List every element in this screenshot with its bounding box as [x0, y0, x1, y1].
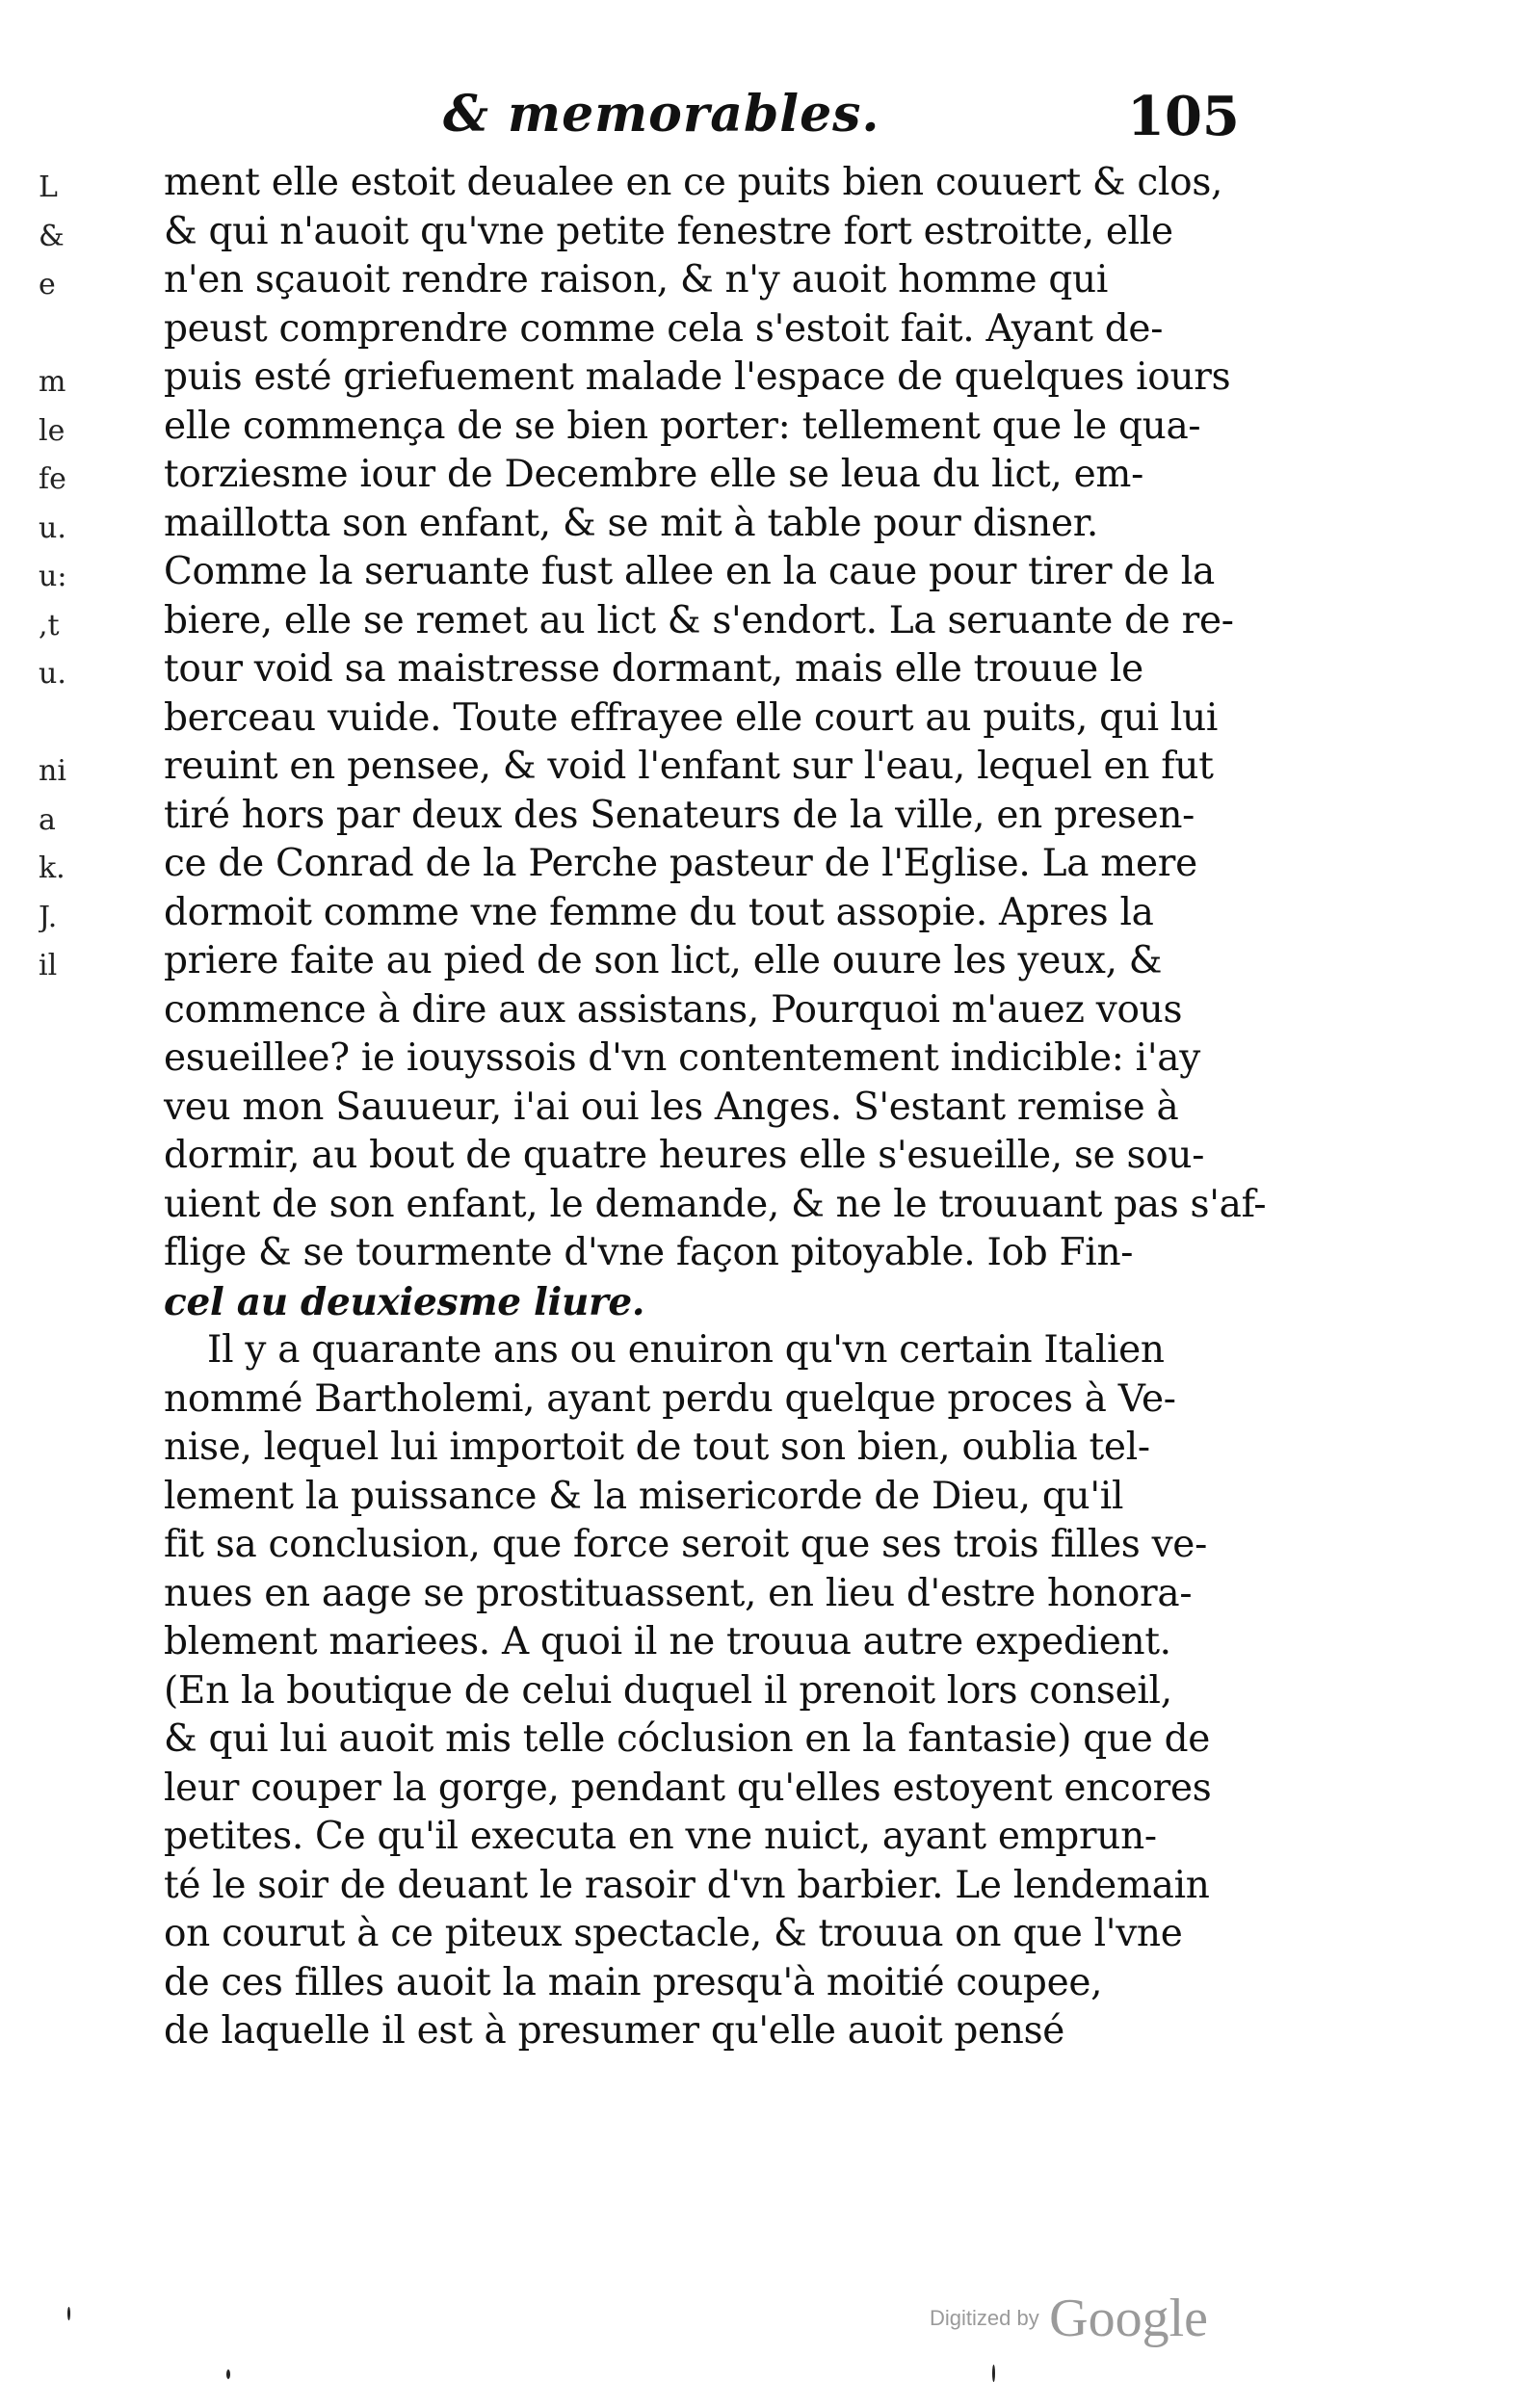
gutter-fragment: u:: [39, 560, 67, 593]
text-line: blement mariees. A quoi il ne trouua autre expedient.: [164, 1620, 1171, 1663]
text-line: reuint en pensee, & void l'enfant sur l'eau, lequel en fut: [164, 745, 1214, 788]
gutter-fragment: [39, 1331, 96, 1380]
text-line: nommé Bartholemi, ayant perdu quelque proces à Ve-: [164, 1376, 1176, 1421]
text-line: maillotta son enfant, & se mit à table pour disner.: [164, 501, 1098, 545]
gutter-fragment: [39, 310, 96, 359]
watermark-prefix: Digitized by: [930, 2306, 1039, 2330]
gutter-fragment: [39, 1867, 96, 1916]
text-line: Comme la seruante fust allee en la caue pour tirer de la: [164, 550, 1215, 593]
text-line: cel au deuxiesme liure.: [164, 1279, 645, 1324]
margin-gutter-fragments: [39, 164, 96, 2012]
text-line: tour void sa maistresse dormant, mais elle trouue le: [164, 647, 1143, 691]
gutter-fragment: [39, 1672, 96, 1721]
text-line: n'en sçauoit rendre raison, & n'y auoit homme qui: [164, 258, 1109, 301]
gutter-fragment: ,t: [39, 608, 60, 642]
text-line: flige & se tourmente d'vne façon pitoyable. Iob Fin-: [164, 1231, 1134, 1274]
text-line: petites. Ce qu'il executa en vne nuict, ayant emprun-: [164, 1815, 1157, 1858]
gutter-fragment: L: [39, 170, 58, 204]
speck: [67, 2307, 70, 2320]
gutter-fragment: [39, 1575, 96, 1624]
gutter-fragment: e: [39, 268, 56, 301]
text-line: puis esté griefuement malade l'espace de quelques iours: [164, 355, 1231, 399]
text-line: té le soir de deuant le rasoir d'vn barbier. Le lendemain: [164, 1863, 1210, 1907]
text-line: biere, elle se remet au lict & s'endort. La seruante de re-: [164, 598, 1234, 642]
text-line: esueillee? ie iouyssois d'vn contentement indicible: i'ay: [164, 1036, 1200, 1080]
text-line: elle commença de se bien porter: tellement que le qua-: [164, 404, 1201, 448]
text-line: leur couper la gorge, pendant qu'elles estoyent encores: [164, 1766, 1212, 1810]
page-number: 105: [1127, 85, 1240, 148]
body-text: [164, 159, 1267, 2056]
gutter-fragment: [39, 991, 96, 1040]
gutter-fragment: [39, 1623, 96, 1672]
gutter-fragment: &: [39, 219, 65, 253]
text-line: & qui n'auoit qu'vne petite fenestre fort estroitte, elle: [164, 209, 1173, 253]
text-line: dormoit comme vne femme du tout assopie. Apres la: [164, 890, 1154, 934]
text-line: dormir, au bout de quatre heures elle s'esueille, se sou-: [164, 1134, 1205, 1177]
text-line: veu mon Sauueur, i'ai oui les Anges. S'estant remise à: [164, 1085, 1179, 1129]
running-head: & memorables.: [443, 85, 880, 144]
text-line: berceau vuide. Toute effrayee elle court au puits, qui lui: [164, 695, 1219, 740]
text-line: Il y a quarante ans ou enuiron qu'vn certain Italien: [207, 1328, 1165, 1372]
gutter-fragment: k.: [39, 851, 66, 885]
text-line: nues en aage se prostituassent, en lieu d'estre honora-: [164, 1571, 1193, 1615]
digitized-by-google-watermark: [930, 2288, 1208, 2349]
text-line: nise, lequel lui importoit de tout son bien, oublia tel-: [164, 1426, 1150, 1469]
gutter-fragment: [39, 1964, 96, 2013]
gutter-fragment: [39, 1478, 96, 1527]
text-line: de laquelle il est à presumer qu'elle auoit pensé: [164, 2009, 1065, 2053]
gutter-fragment: fe: [39, 462, 66, 496]
gutter-fragment: J.: [39, 900, 58, 934]
text-line: fit sa conclusion, que force seroit que ses trois filles ve-: [164, 1523, 1207, 1566]
text-line: (En la boutique de celui duquel il prenoit lors conseil,: [164, 1668, 1172, 1713]
gutter-fragment: a: [39, 802, 56, 837]
gutter-fragment: [39, 1088, 96, 1138]
speck: [226, 2369, 230, 2379]
google-logo: Google: [1049, 2289, 1209, 2348]
text-line: torziesme iour de Decembre elle se leua du lict, em-: [164, 453, 1143, 496]
text-line: de ces filles auoit la main presqu'à moitié coupee,: [164, 1960, 1103, 2004]
gutter-fragment: u.: [39, 657, 66, 691]
text-line: commence à dire aux assistans, Pourquoi m'auez vous: [164, 987, 1183, 1032]
text-line: lement la puissance & la misericorde de Dieu, qu'il: [164, 1474, 1124, 1518]
gutter-fragment: [39, 1039, 96, 1088]
text-line: uient de son enfant, le demande, & ne le trouuant pas s'af-: [164, 1182, 1267, 1226]
gutter-fragment: [39, 1428, 96, 1478]
gutter-fragment: [39, 1283, 96, 1332]
text-line: & qui lui auoit mis telle cóclusion en la fantasie) que de: [164, 1717, 1211, 1761]
gutter-fragment: ni: [39, 754, 66, 788]
gutter-fragment: u.: [39, 510, 66, 545]
gutter-fragment: il: [39, 949, 58, 982]
text-line: priere faite au pied de son lict, elle ouure les yeux, &: [164, 939, 1163, 982]
gutter-fragment: [39, 1234, 96, 1283]
gutter-fragment: m: [39, 365, 66, 399]
gutter-fragment: [39, 1186, 96, 1235]
gutter-fragment: [39, 699, 96, 748]
gutter-fragment: le: [39, 413, 66, 448]
text-line: ment elle estoit deualee en ce puits bien couuert & clos,: [164, 161, 1223, 204]
gutter-fragment: [39, 1720, 96, 1769]
gutter-fragment: [39, 1818, 96, 1867]
speck: [992, 2365, 995, 2382]
text-line: tiré hors par deux des Senateurs de la ville, en presen-: [164, 793, 1195, 837]
text-line: ce de Conrad de la Perche pasteur de l'Eglise. La mere: [164, 842, 1197, 885]
text-line: on courut à ce piteux spectacle, & trouua on que l'vne: [164, 1912, 1183, 1955]
gutter-fragment: [39, 1526, 96, 1575]
text-line: peust comprendre comme cela s'estoit fait. Ayant de-: [164, 306, 1164, 351]
gutter-fragment: [39, 1137, 96, 1186]
gutter-fragment: [39, 1769, 96, 1819]
gutter-fragment: [39, 1380, 96, 1429]
gutter-fragment: [39, 1915, 96, 1964]
